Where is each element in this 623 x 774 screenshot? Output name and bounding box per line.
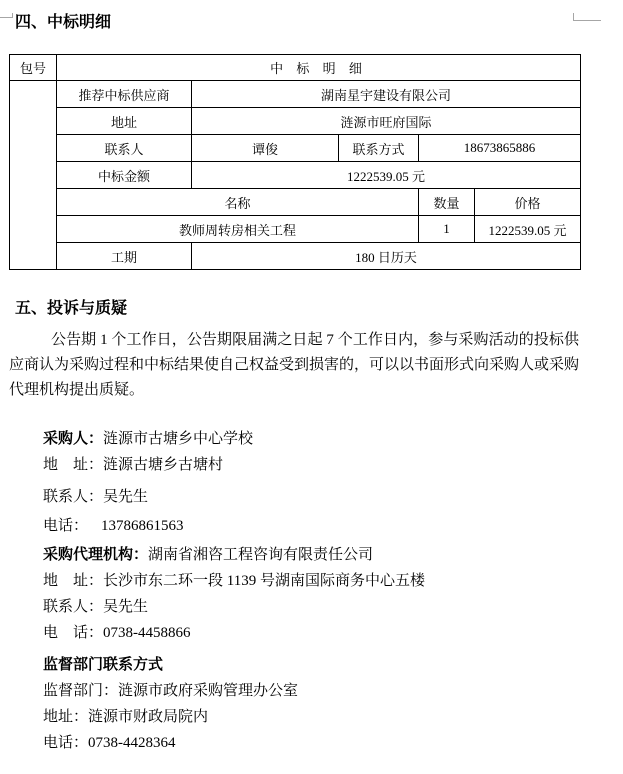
purchaser-contact-line [43,484,623,510]
supervision-dept-line [43,678,623,704]
table-cell-package-value [10,81,57,270]
agency-label: 采购代理机构： [43,547,149,563]
table-cell-price-label: 价格 [475,189,581,216]
document-page [0,13,623,774]
table-row-contact [10,135,581,162]
purchaser-contact-label: 联系人： [43,489,104,505]
table-cell-header-title: 中 标 明 细 [57,55,581,81]
table-cell-supplier-value: 湖南星宇建设有限公司 [192,81,581,108]
text-boundary-mark-top-right [573,13,601,21]
table-row-amount [10,162,581,189]
contact-info-block [43,426,623,756]
table-row-supplier [10,81,581,108]
table-row-address [10,108,581,135]
supervision-phone-line [43,730,623,756]
supervision-heading: 监督部门联系方式 [43,657,164,673]
table-cell-price-value: 1222539.05 元 [475,216,581,243]
table-cell-contact-label: 联系人 [57,135,192,162]
supervision-address-label: 地址： [43,709,89,725]
bid-details-table [9,54,581,270]
table-row-header [10,55,581,81]
purchaser-phone-line [43,513,623,539]
agency-phone-value: 0738-4458866 [103,625,191,641]
table-cell-duration-value: 180 日历天 [192,243,581,270]
table-cell-amount-value: 1222539.05 元 [192,162,581,189]
complaint-paragraph: 公告期 1 个工作日，公告期限届满之日起 7 个工作日内，参与采购活动的投标供应商认为采购过程和中标结果使自己权益受到损害的，可以以书面形式向采购人或采购代理机构提出质疑。 [9,332,580,398]
purchaser-phone-label: 电话： [43,518,89,534]
table-cell-supplier-label: 推荐中标供应商 [57,81,192,108]
purchaser-line [43,426,623,452]
agency-value: 湖南省湘咨工程咨询有限责任公司 [148,547,374,563]
section-heading-complaints: 五、投诉与质疑 [15,300,128,317]
purchaser-contact-value: 吴先生 [103,489,149,505]
agency-line [43,542,623,568]
table-row-duration [10,243,581,270]
table-row-item-header [10,189,581,216]
purchaser-address-value: 涟源古塘乡古塘村 [103,457,224,473]
table-cell-package-label: 包号 [10,55,57,81]
table-cell-amount-label: 中标金额 [57,162,192,189]
table-row-item [10,216,581,243]
agency-contact-value: 吴先生 [103,599,149,615]
supervision-dept-value: 涟源市政府采购管理办公室 [118,683,299,699]
purchaser-phone-value: 13786861563 [101,518,184,534]
agency-address-value: 长沙市东二环一段 1139 号湖南国际商务中心五楼 [103,573,425,589]
purchaser-address-line [43,452,623,478]
supervision-phone-label: 电话： [43,735,89,751]
section-heading-bid-details: 四、中标明细 [15,14,112,31]
agency-phone-line [43,620,623,646]
table-cell-contact-value: 谭俊 [192,135,339,162]
purchaser-address-label: 地 址： [43,457,104,473]
agency-address-line [43,568,623,594]
supervision-dept-label: 监督部门： [43,683,119,699]
purchaser-label: 采购人： [43,431,104,447]
agency-contact-label: 联系人： [43,599,104,615]
supervision-phone-value: 0738-4428364 [88,735,176,751]
table-cell-qty-label: 数量 [419,189,475,216]
table-cell-contact-method-label: 联系方式 [339,135,419,162]
agency-address-label: 地 址： [43,573,104,589]
purchaser-value: 涟源市古塘乡中心学校 [103,431,254,447]
table-cell-name-value: 教师周转房相关工程 [57,216,419,243]
agency-contact-line [43,594,623,620]
supervision-address-line [43,704,623,730]
agency-phone-label: 电 话： [43,625,104,641]
table-cell-address-value: 涟源市旺府国际 [192,108,581,135]
table-cell-name-label: 名称 [57,189,419,216]
table-cell-duration-label: 工期 [57,243,192,270]
table-cell-qty-value: 1 [419,216,475,243]
supervision-address-value: 涟源市财政局院内 [88,709,209,725]
table-cell-contact-method-value: 18673865886 [419,135,581,162]
text-boundary-mark-top-left [0,13,13,18]
table-cell-address-label: 地址 [57,108,192,135]
